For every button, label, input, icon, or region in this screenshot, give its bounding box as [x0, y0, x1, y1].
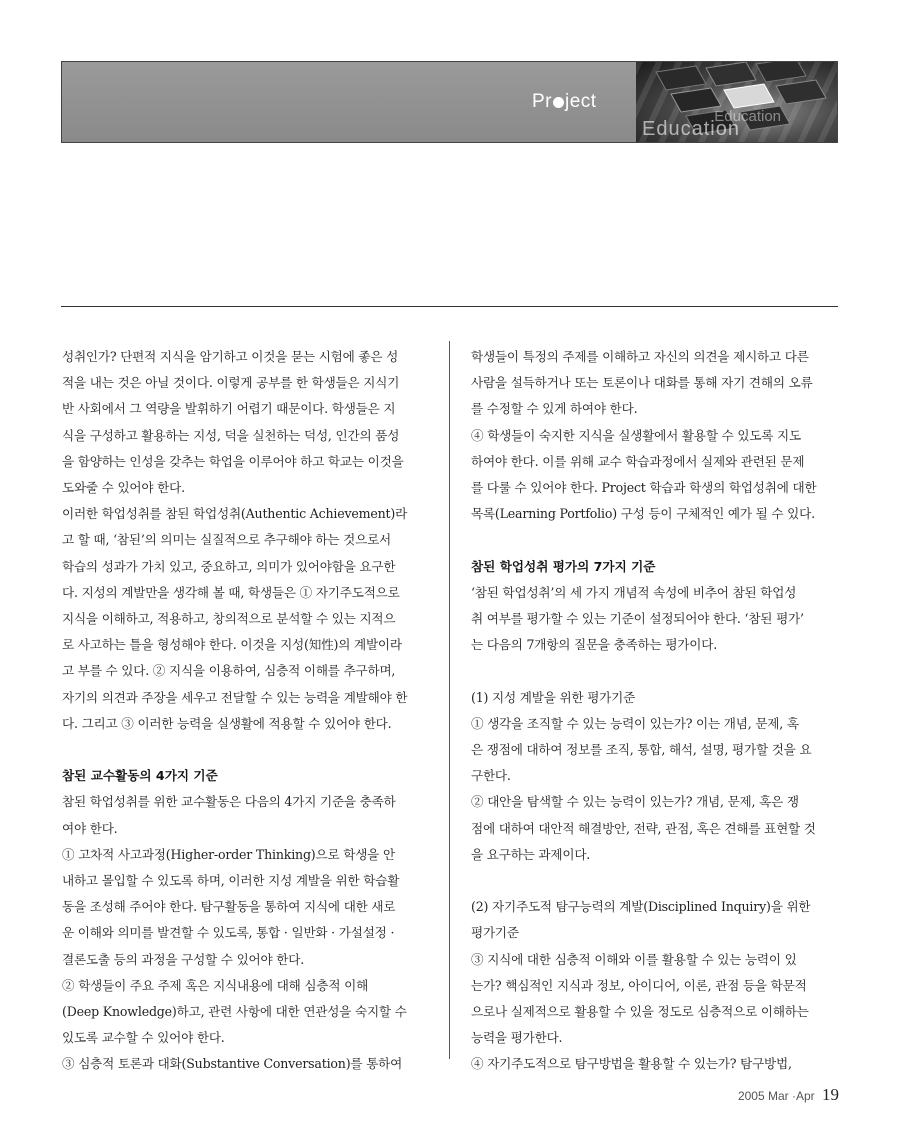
photo-caption-small: Education — [714, 108, 781, 125]
section-heading: 참된 학업성취 평가의 7가지 기준 — [471, 558, 656, 574]
keyboard-photo — [636, 62, 838, 143]
column-divider — [449, 341, 450, 1059]
body-paragraph: 참된 학업성취를 위한 교수활동은 다음의 4가지 기준을 충족하 여야 한다. — [62, 794, 396, 836]
paragraph-spacer — [471, 658, 839, 684]
title-dot-icon — [553, 97, 564, 108]
body-paragraph: ‘참된 학업성취’의 세 가지 개념적 속성에 비추어 참된 학업성 취 여부를 평가할 수 있는 기준이 설정되어야 한다. ‘참된 평가’ 는 다음의 7개항의 질문을 충족하는 평가이다. — [471, 584, 804, 653]
section-title: Pr ject — [532, 91, 597, 112]
section-heading: 참된 교수활동의 4가지 기준 — [62, 768, 218, 784]
body-paragraph: ① 생각을 조직할 수 있는 능력이 있는가? 이는 개념, 문제, 혹 은 쟁점에 대하여 정보를 조직, 통합, 해석, 설명, 평가할 것을 요 구한다. — [471, 715, 812, 784]
photo-caption-big: Education — [642, 118, 740, 140]
body-paragraph: (2) 자기주도적 탐구능력의 계발(Disciplined Inquiry)을 위한 평가기준 — [471, 899, 811, 941]
right-column — [471, 344, 839, 1078]
body-paragraph: ② 대안을 탐색할 수 있는 능력이 있는가? 개념, 문제, 혹은 쟁 점에 대하여 대안적 해결방안, 전략, 관점, 혹은 견해를 표현할 것 을 요구하는 과제이다. — [471, 794, 816, 862]
issue-date: 2005 Mar ·Apr — [737, 1089, 815, 1103]
body-paragraph: ③ 심층적 토론과 대화(Substantive Conversation)를 통하여 — [62, 1056, 403, 1072]
paragraph-spacer — [62, 737, 430, 763]
left-column — [62, 344, 430, 1078]
body-paragraph: 학생들이 특정의 주제를 이해하고 자신의 의견을 제시하고 다른 사람을 설득하거나 또는 토론이나 대화를 통해 자기 견해의 오류 를 수정할 수 있게 하여야 한다. — [471, 349, 813, 417]
body-paragraph: 이러한 학업성취를 참된 학업성취(Authentic Achievement)라 고 할 때, ‘참된’의 의미는 실질적으로 추구해야 하는 것으로서 학습의 성과가 가치 있고, 중요하고, 의미가 있어야함을 요구한 다. 지성의 계발만을 생각해 볼 때, 학생들은 ① 자기주도적으로 지식을 이해하고, 적용하고, 창의적으로 분석할 수 있는 지적으 로 사고하는 틀을 형성해야 한다. 이것을 지성(知性)의 계발이라 고 부를 수 있다. ② 지식을 이용하여, 심층적 이해를 추구하며, 자기의 의견과 주장을 세우고 전달할 수 있는 능력을 계발해야 한 다. 그리고 ③ 이러한 능력을 실생활에 적용할 수 있어야 한다. — [62, 506, 408, 731]
body-paragraph: ④ 자기주도적으로 탐구방법을 활용할 수 있는가? 탐구방법, — [471, 1056, 792, 1072]
body-paragraph: ② 학생들이 주요 주제 혹은 지식내용에 대해 심층적 이해 (Deep Knowledge)하고, 관련 사항에 대한 연관성을 숙지할 수 있도록 교수할 수 있어야 한다. — [62, 977, 407, 1046]
body-paragraph: 성취인가? 단편적 지식을 암기하고 이것을 묻는 시험에 좋은 성 적을 내는 것은 아닐 것이다. 이렇게 공부를 한 학생들은 지식기 반 사회에서 그 역량을 발휘하기 어렵기 때문이다. 학생들은 지 식을 구성하고 활용하는 지성, 덕을 실천하는 덕성, 인간의 품성 을 함양하는 인성을 갖추는 학업을 이루어야 하고 학교는 이것을 도와줄 수 있어야 한다. — [62, 349, 404, 496]
header-rule — [61, 306, 838, 307]
paragraph-spacer — [471, 527, 839, 553]
page-number: 19 — [822, 1085, 839, 1104]
header-banner — [61, 61, 838, 143]
paragraph-spacer — [471, 868, 839, 894]
body-paragraph: ③ 지식에 대한 심층적 이해와 이를 활용할 수 있는 능력이 있 는가? 핵심적인 지식과 정보, 아이디어, 이론, 관점 등을 학문적 으로나 실제적으로 활용할 수 있을 정도로 심층적으로 이해하는 능력을 평가한다. — [471, 951, 809, 1046]
page-footer — [738, 1085, 839, 1105]
body-paragraph: ① 고차적 사고과정(Higher-order Thinking)으로 학생을 안 내하고 몰입할 수 있도록 하며, 이러한 지성 계발을 위한 학습활 동을 조성해 주어야 한다. 탐구활동을 통하여 지식에 대한 새로 운 이해와 의미를 발견할 수 있도록, 통합 · 일반화 · 가설설정 · 결론도출 등의 과정을 구성할 수 있어야 한다. — [62, 846, 400, 967]
body-paragraph: ④ 학생들이 숙지한 지식을 실생활에서 활용할 수 있도록 지도 하여야 한다. 이를 위해 교수 학습과정에서 실제와 관련된 문제 를 다룰 수 있어야 한다. Project 학습과 학생의 학업성취에 대한 목록(Learning Portfolio) 구성 등이 구체적인 예가 될 수 있다. — [471, 427, 817, 522]
body-paragraph: (1) 지성 계발을 위한 평가기준 — [471, 689, 636, 705]
